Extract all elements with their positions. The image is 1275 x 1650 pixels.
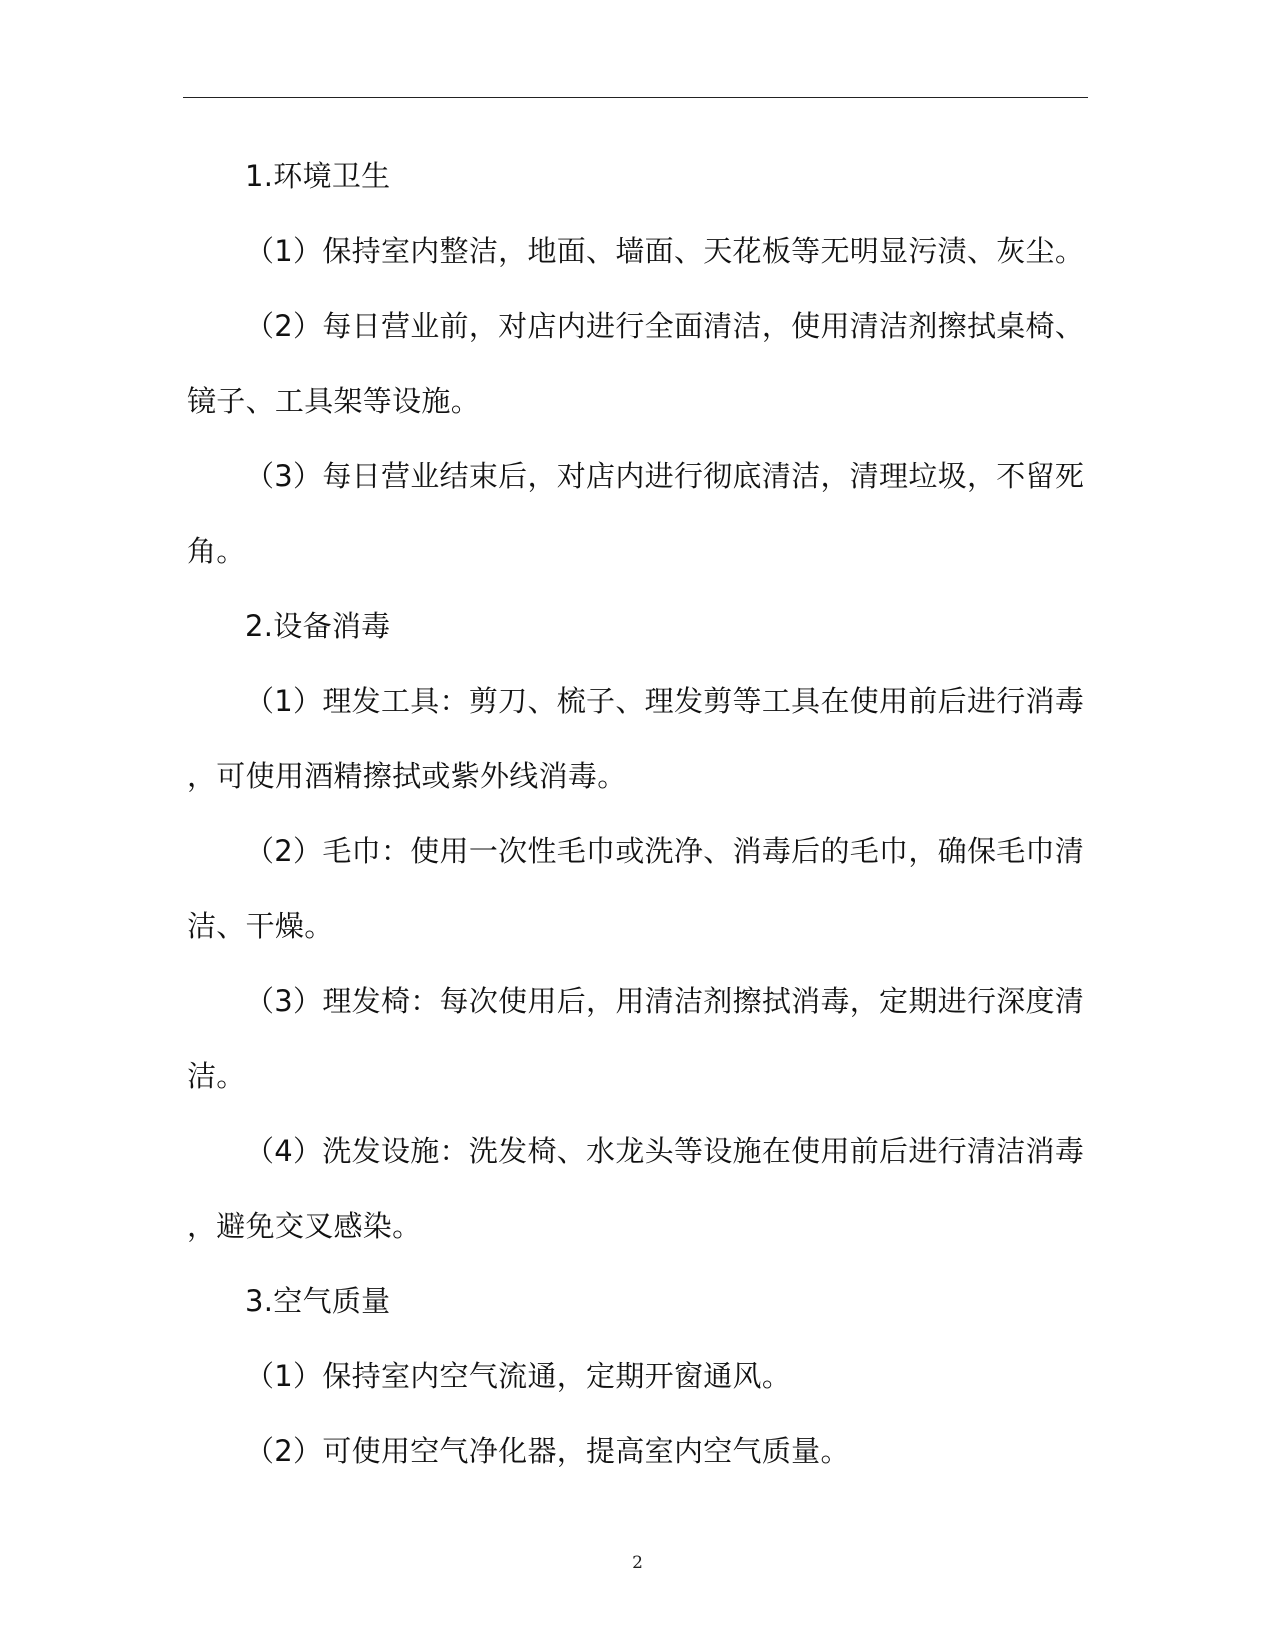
paragraph-line: （2）每日营业前，对店内进行全面清洁，使用清洁剂擦拭桌椅、	[245, 309, 1085, 343]
paragraph-line: ，避免交叉感染。	[187, 1209, 422, 1243]
section-heading-environment: 1.环境卫生	[245, 159, 391, 193]
paragraph-line: （3）理发椅：每次使用后，用清洁剂擦拭消毒，定期进行深度清	[245, 984, 1085, 1018]
paragraph-line: 洁。	[187, 1059, 246, 1093]
section-heading-air-quality: 3.空气质量	[245, 1284, 391, 1318]
page-number: 2	[632, 1553, 643, 1573]
paragraph-line: （2）毛巾：使用一次性毛巾或洗净、消毒后的毛巾，确保毛巾清	[245, 834, 1085, 868]
paragraph-line: （1）保持室内空气流通，定期开窗通风。	[245, 1359, 792, 1393]
paragraph-line: ，可使用酒精擦拭或紫外线消毒。	[187, 759, 627, 793]
paragraph-line: （1）保持室内整洁，地面、墙面、天花板等无明显污渍、灰尘。	[245, 234, 1085, 268]
paragraph-line: （1）理发工具：剪刀、梳子、理发剪等工具在使用前后进行消毒	[245, 684, 1085, 718]
paragraph-line: 镜子、工具架等设施。	[187, 384, 481, 418]
paragraph-line: 角。	[187, 534, 246, 568]
paragraph-line: 洁、干燥。	[187, 909, 334, 943]
document-body	[187, 139, 1085, 1489]
paragraph-line: （3）每日营业结束后，对店内进行彻底清洁，清理垃圾，不留死	[245, 459, 1085, 493]
paragraph-line: （4）洗发设施：洗发椅、水龙头等设施在使用前后进行清洁消毒	[245, 1134, 1085, 1168]
paragraph-line: （2）可使用空气净化器，提高室内空气质量。	[245, 1434, 850, 1468]
section-heading-disinfection: 2.设备消毒	[245, 609, 391, 643]
header-rule	[183, 97, 1088, 98]
